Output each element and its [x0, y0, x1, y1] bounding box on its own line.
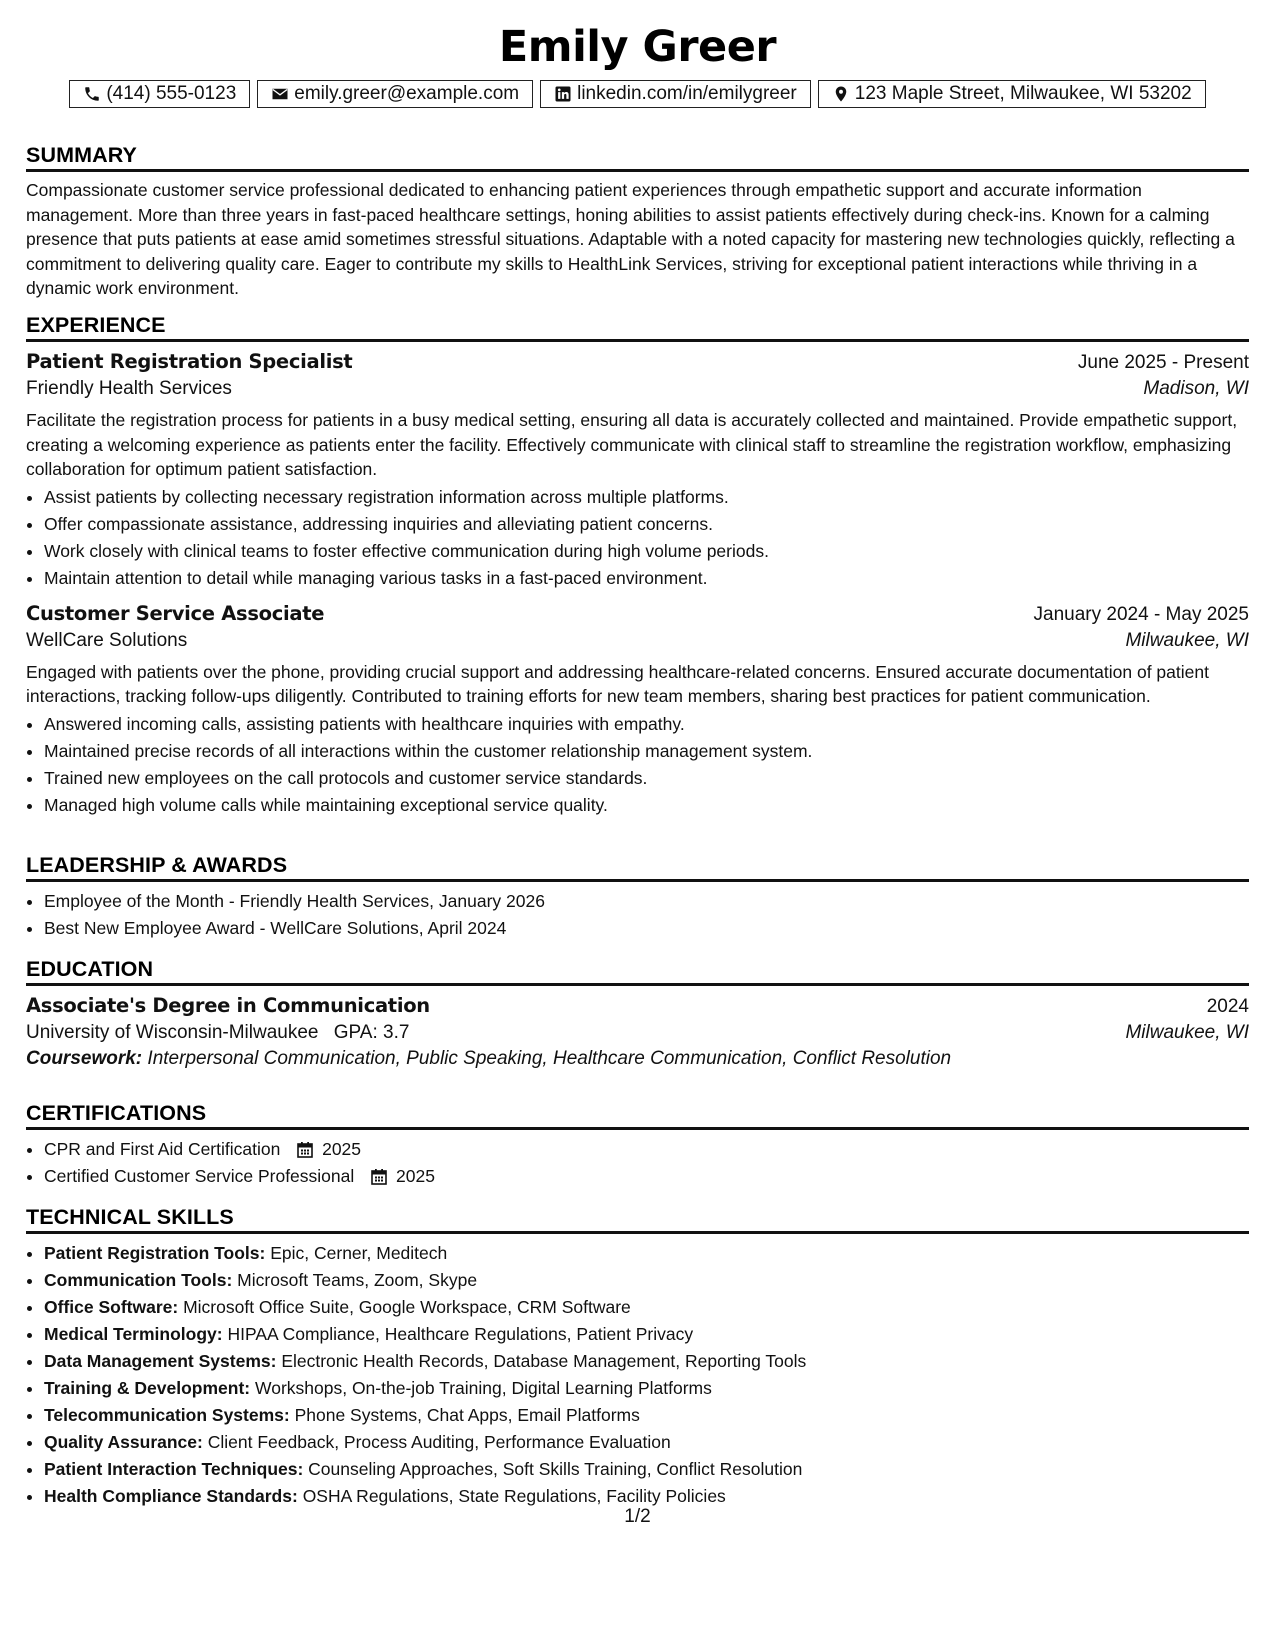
list-item: [44, 1294, 1249, 1321]
list-item: • Maintain attention to detail while managing various tasks in a fast-paced environment.: [44, 565, 1249, 592]
linkedin-text: linkedin.com/in/emilygreer: [577, 83, 797, 104]
section-heading: EDUCATION: [26, 956, 1249, 986]
list-item: [44, 1348, 1249, 1375]
skills-list: [26, 1240, 1249, 1510]
list-item: • Offer compassionate assistance, addressing inquiries and alleviating patient concerns.: [44, 511, 1249, 538]
list-item: • Employee of the Month - Friendly Health Services, January 2026: [44, 888, 1249, 915]
list-item: [44, 1136, 1249, 1163]
skill-label: Quality Assurance:: [44, 1432, 203, 1452]
certifications-section: [26, 1100, 1249, 1190]
list-item: • Answered incoming calls, assisting patients with healthcare inquiries with empathy.: [44, 711, 1249, 738]
section-heading: SUMMARY: [26, 142, 1249, 172]
list-item: [44, 1456, 1249, 1483]
section-heading: LEADERSHIP & AWARDS: [26, 852, 1249, 882]
education-section: [26, 956, 1249, 1070]
job-location: Milwaukee, WI: [1125, 629, 1249, 651]
contact-bar: [26, 80, 1249, 108]
experience-section: [26, 312, 1249, 819]
skill-value: Client Feedback, Process Auditing, Performance Evaluation: [207, 1432, 671, 1452]
skill-value: Microsoft Office Suite, Google Workspace, CRM Software: [183, 1297, 631, 1317]
contact-phone[interactable]: [69, 80, 250, 108]
skill-label: Health Compliance Standards:: [44, 1486, 298, 1506]
skill-value: Electronic Health Records, Database Management, Reporting Tools: [281, 1351, 807, 1371]
job-entry: [26, 350, 1249, 592]
skill-value: Phone Systems, Chat Apps, Email Platforms: [294, 1405, 640, 1425]
skill-label: Data Management Systems:: [44, 1351, 277, 1371]
summary-text: Compassionate customer service professional dedicated to enhancing patient experiences through empathetic support and accurate information management. More than three years in fast-paced healthcare settings, honing abilities to assist patients effectively during check-ins. Known for a calming presence that puts patients at ease amid sometimes stressful situations. Adaptable with a noted capacity for mastering new technologies quickly, reflecting a commitment to delivering quality care. Eager to contribute my skills to HealthLink Services, striving for exceptional patient interactions while thriving in a dynamic work environment.: [26, 180, 1235, 298]
section-heading: TECHNICAL SKILLS: [26, 1204, 1249, 1234]
school-location: Milwaukee, WI: [1125, 1022, 1249, 1043]
awards-list: [26, 888, 1249, 942]
job-title: Customer Service Associate: [26, 601, 325, 625]
list-item: • Work closely with clinical teams to foster effective communication during high volume periods.: [44, 538, 1249, 565]
degree-title: Associate's Degree in Communication: [26, 994, 430, 1017]
email-text: emily.greer@example.com: [294, 83, 520, 104]
phone-icon: [83, 85, 101, 103]
skill-label: Patient Registration Tools:: [44, 1243, 266, 1263]
calendar-icon: [297, 1141, 313, 1158]
list-item: • Maintained precise records of all interactions within the customer relationship management system.: [44, 738, 1249, 765]
skill-label: Office Software:: [44, 1297, 179, 1317]
envelope-icon: [271, 85, 289, 103]
job-description: Facilitate the registration process for patients in a busy medical setting, ensuring all data is accurately collected and maintained. Provide empathetic support, creating a welcoming experience as patients enter the facility. Effectively communicate with clinical staff to streamline the registration workflow, emphasizing collaboration for optimum patient satisfaction.: [26, 410, 1238, 479]
list-item: • Trained new employees on the call protocols and customer service standards.: [44, 765, 1249, 792]
skill-value: Workshops, On-the-job Training, Digital Learning Platforms: [255, 1378, 712, 1398]
job-title: Patient Registration Specialist: [26, 350, 353, 373]
section-heading: EXPERIENCE: [26, 312, 1249, 342]
linkedin-icon: [554, 85, 572, 103]
certification-name: Certified Customer Service Professional: [44, 1166, 355, 1186]
calendar-icon: [371, 1168, 387, 1185]
phone-text: (414) 555-0123: [106, 83, 237, 104]
job-entry: [26, 602, 1249, 819]
list-item: [44, 1163, 1249, 1190]
coursework-label: Coursework:: [26, 1048, 143, 1069]
job-location: Madison, WI: [1143, 378, 1249, 399]
contact-linkedin[interactable]: [540, 80, 811, 108]
skill-label: Telecommunication Systems:: [44, 1405, 290, 1425]
list-item: • Best New Employee Award - WellCare Solutions, April 2024: [44, 915, 1249, 942]
skill-label: Patient Interaction Techniques:: [44, 1459, 304, 1479]
skill-label: Medical Terminology:: [44, 1324, 223, 1344]
skill-value: Counseling Approaches, Soft Skills Training, Conflict Resolution: [308, 1459, 803, 1479]
graduation-year: 2024: [1206, 996, 1249, 1017]
list-item: [44, 1267, 1249, 1294]
contact-address[interactable]: [818, 80, 1206, 108]
company-name: Friendly Health Services: [26, 378, 232, 399]
skill-value: Epic, Cerner, Meditech: [270, 1243, 448, 1263]
skill-value: HIPAA Compliance, Healthcare Regulations, Patient Privacy: [227, 1324, 694, 1344]
school-name: University of Wisconsin-Milwaukee: [26, 1022, 319, 1043]
list-item: [44, 1402, 1249, 1429]
list-item: [44, 1429, 1249, 1456]
company-name: WellCare Solutions: [26, 629, 188, 651]
candidate-name: Emily Greer: [498, 22, 777, 72]
list-item: [44, 1240, 1249, 1267]
page-number: 1/2: [624, 1506, 651, 1527]
contact-email[interactable]: [257, 80, 533, 108]
list-item: • Assist patients by collecting necessary registration information across multiple platforms.: [44, 484, 1249, 511]
skill-value: OSHA Regulations, State Regulations, Facility Policies: [302, 1486, 726, 1506]
skill-label: Training & Development:: [44, 1378, 251, 1398]
gpa: GPA: 3.7: [333, 1022, 410, 1043]
list-item: [44, 1321, 1249, 1348]
job-bullets: [26, 711, 1249, 819]
skill-value: Microsoft Teams, Zoom, Skype: [237, 1270, 478, 1290]
skills-section: [26, 1204, 1249, 1510]
section-heading: CERTIFICATIONS: [26, 1100, 1249, 1130]
skill-label: Communication Tools:: [44, 1270, 233, 1290]
certification-name: CPR and First Aid Certification: [44, 1139, 281, 1159]
list-item: [44, 1375, 1249, 1402]
summary-section: [26, 142, 1249, 301]
job-dates: June 2025 - Present: [1077, 352, 1249, 373]
certification-year: 2025: [396, 1166, 435, 1186]
job-dates: January 2024 - May 2025: [1033, 603, 1249, 625]
address-text: 123 Maple Street, Milwaukee, WI 53202: [854, 83, 1192, 104]
map-pin-icon: [832, 85, 850, 103]
job-description: Engaged with patients over the phone, providing crucial support and addressing healthcare-related concerns. Ensured accurate documentation of patient interactions, tracking follow-ups diligently. Contributed to training efforts for new team members, sharing best practices for patient communication.: [26, 661, 1209, 706]
job-bullets: [26, 484, 1249, 592]
certification-year: 2025: [322, 1139, 362, 1159]
coursework-list: Interpersonal Communication, Public Speaking, Healthcare Communication, Conflict Resolution: [147, 1048, 952, 1069]
coursework: [26, 1048, 1249, 1070]
certifications-list: [26, 1136, 1249, 1190]
awards-section: [26, 852, 1249, 942]
list-item: • Managed high volume calls while maintaining exceptional service quality.: [44, 792, 1249, 819]
